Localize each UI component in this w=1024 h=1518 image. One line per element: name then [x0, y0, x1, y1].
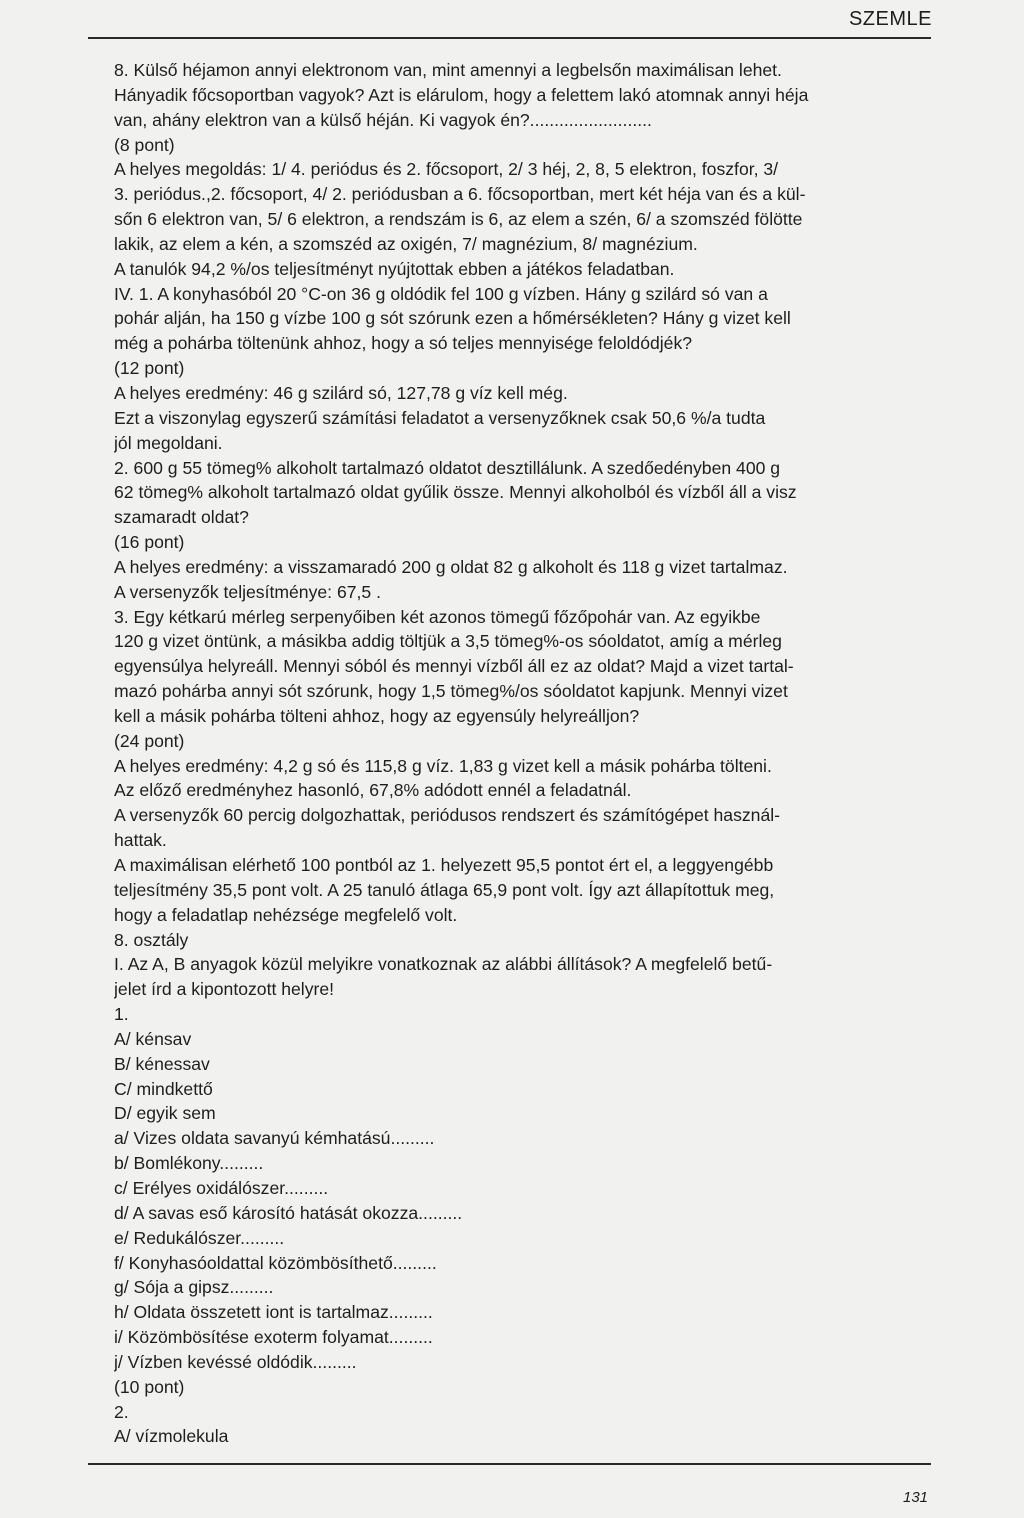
text-line: A maximálisan elérhető 100 pontból az 1. helyezett 95,5 pontot ért el, a leggyengébb — [114, 855, 774, 875]
text-line: (16 pont) — [114, 532, 185, 553]
text-line: A/ vízmolekula — [114, 1426, 229, 1447]
text-line: g/ Sója a gipsz......... — [114, 1277, 274, 1298]
text-line: (24 pont) — [114, 730, 185, 751]
text-line: IV. 1. A konyhasóból 20 °C-on 36 g oldódik fel 100 g vízben. Hány g szilárd só van a — [114, 283, 768, 304]
text-line: D/ egyik sem — [114, 1103, 216, 1124]
article-body — [114, 58, 932, 1449]
text-line: A helyes eredmény: 4,2 g só és 115,8 g víz. 1,83 g vizet kell a másik pohárba tölteni. — [114, 755, 772, 776]
running-header: SZEMLE — [848, 8, 932, 30]
text-line: B/ kénessav — [114, 1053, 210, 1074]
text-line: c/ Erélyes oxidálószer......... — [114, 1177, 329, 1198]
text-line: (8 pont) — [114, 134, 175, 155]
header-rule — [88, 37, 931, 39]
text-line: 8. Külső héjamon annyi elektronom van, mint amennyi a legbelsőn maximálisan lehet. — [114, 60, 782, 80]
text-line: van, ahány elektron van a külső héján. Ki vagyok én?......................... — [114, 109, 652, 130]
text-line: i/ Közömbösítése exoterm folyamat......... — [114, 1327, 433, 1348]
text-line: I. Az A, B anyagok közül melyikre vonatkoznak az alábbi állítások? A megfelelő betű- — [114, 954, 773, 975]
text-line: a/ Vizes oldata savanyú kémhatású......... — [114, 1128, 435, 1149]
page-number: 131 — [903, 1489, 929, 1506]
text-line: 1. — [114, 1004, 129, 1025]
text-line: Hányadik főcsoportban vagyok? Azt is elárulom, hogy a felettem lakó atomnak annyi héja — [114, 84, 809, 105]
text-line: jól megoldani. — [114, 432, 223, 453]
text-line: még a pohárba töltenünk ahhoz, hogy a só teljes mennyisége feloldódjék? — [114, 333, 693, 354]
text-line: (12 pont) — [114, 358, 185, 379]
text-line: jelet írd a kipontozott helyre! — [114, 979, 335, 1000]
text-line: Az előző eredményhez hasonló, 67,8% adódott ennél a feladatnál. — [114, 780, 632, 801]
text-line: (10 pont) — [114, 1376, 185, 1397]
text-line: 2. — [114, 1401, 129, 1422]
text-line: A helyes eredmény: 46 g szilárd só, 127,78 g víz kell még. — [114, 382, 568, 403]
text-line: 62 tömeg% alkoholt tartalmazó oldat gyűlik össze. Mennyi alkoholból és vízből áll a visz — [114, 482, 797, 503]
text-line: pohár alján, ha 150 g vízbe 100 g sót szórunk ezen a hőmérsékleten? Hány g vizet kell — [114, 308, 791, 329]
text-line: A tanulók 94,2 %/os teljesítményt nyújtottak ebben a játékos feladatban. — [114, 258, 675, 279]
footer-rule — [88, 1463, 931, 1465]
text-line: egyensúlya helyreáll. Mennyi sóból és mennyi vízből áll ez az oldat? Majd a vizet tartal- — [114, 656, 794, 677]
text-line: lakik, az elem a kén, a szomszéd az oxigén, 7/ magnézium, 8/ magnézium. — [114, 233, 698, 254]
text-line: A versenyzők 60 percig dolgozhattak, periódusos rendszert és számítógépet használ- — [114, 805, 781, 826]
text-line: h/ Oldata összetett iont is tartalmaz......... — [114, 1302, 433, 1323]
text-line: mazó pohárba annyi sót szórunk, hogy 1,5 tömeg%/os sóoldatot kapjunk. Mennyi vizet — [114, 681, 788, 702]
text-line: A/ kénsav — [114, 1028, 192, 1049]
text-line: 2. 600 g 55 tömeg% alkoholt tartalmazó oldatot desztillálunk. A szedőedényben 400 g — [114, 457, 781, 478]
text-line: e/ Redukálószer......... — [114, 1227, 285, 1248]
text-line: f/ Konyhasóoldattal közömbösíthető......... — [114, 1252, 437, 1273]
text-line: hattak. — [114, 830, 167, 851]
text-line: Ezt a viszonylag egyszerű számítási feladatot a versenyzőknek csak 50,6 %/a tudta — [114, 407, 766, 428]
text-line: A versenyzők teljesítménye: 67,5 . — [114, 581, 381, 602]
text-line: C/ mindkettő — [114, 1078, 213, 1099]
text-line: hogy a feladatlap nehézsége megfelelő volt. — [114, 904, 458, 925]
text-line: sőn 6 elektron van, 5/ 6 elektron, a rendszám is 6, az elem a szén, 6/ a szomszéd fölötte — [114, 209, 803, 230]
text-line: j/ Vízben kevéssé oldódik......... — [114, 1351, 357, 1372]
text-line: teljesítmény 35,5 pont volt. A 25 tanuló átlaga 65,9 pont volt. Így azt állapítottuk meg, — [114, 879, 775, 900]
text-line: b/ Bomlékony......... — [114, 1153, 264, 1174]
text-line: A helyes eredmény: a visszamaradó 200 g oldat 82 g alkoholt és 118 g vizet tartalmaz. — [114, 556, 788, 577]
text-line: 3. periódus.,2. főcsoport, 4/ 2. periódusban a 6. főcsoportban, mert két héja van és a kül- — [114, 184, 806, 205]
text-line: kell a másik pohárba tölteni ahhoz, hogy az egyensúly helyreálljon? — [114, 705, 640, 726]
text-line: szamaradt oldat? — [114, 507, 249, 528]
text-line: 120 g vizet öntünk, a másikba addig töltjük a 3,5 tömeg%-os sóoldatot, amíg a mérleg — [114, 631, 782, 652]
text-line: A helyes megoldás: 1/ 4. periódus és 2. főcsoport, 2/ 3 héj, 2, 8, 5 elektron, foszfor, 3/ — [114, 159, 779, 180]
text-line: d/ A savas eső károsító hatását okozza......... — [114, 1202, 463, 1223]
text-line: 3. Egy kétkarú mérleg serpenyőiben két azonos tömegű főzőpohár van. Az egyikbe — [114, 606, 761, 627]
text-line: 8. osztály — [114, 929, 189, 950]
